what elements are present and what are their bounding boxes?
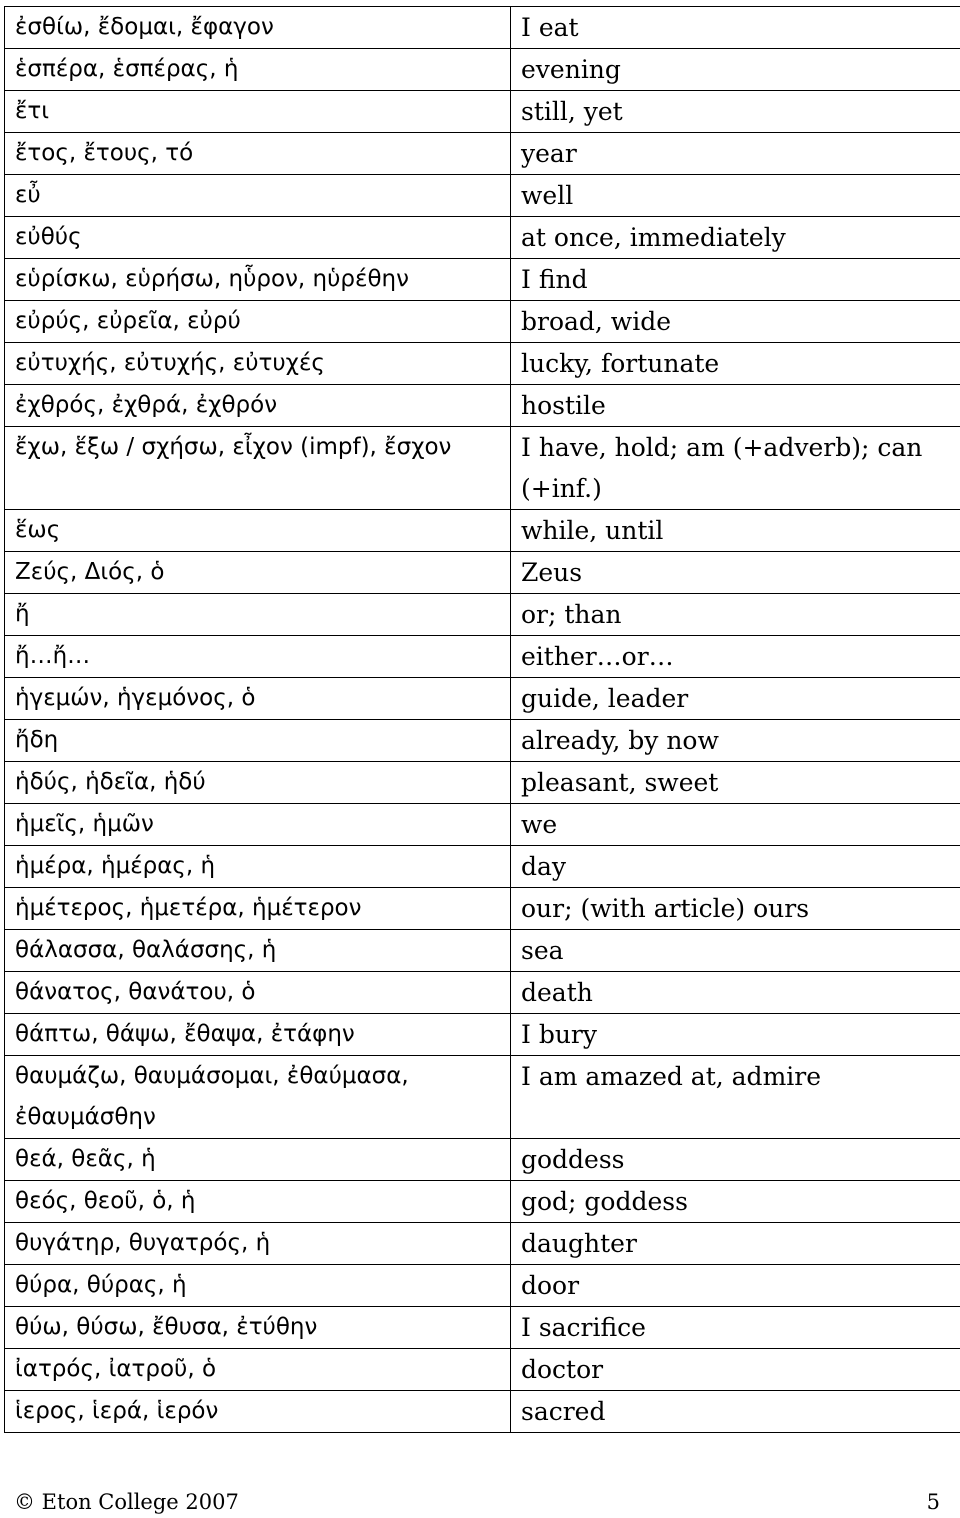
english-meaning: daughter — [511, 1223, 960, 1265]
vocabulary-row — [5, 1391, 960, 1433]
english-meaning: I eat — [511, 7, 960, 49]
greek-term: εὐρύς, εὐρεῖα, εὐρύ — [5, 301, 511, 343]
greek-term: ἤ…ἤ… — [5, 636, 511, 678]
greek-term: ἔτι — [5, 91, 511, 133]
english-meaning: lucky, fortunate — [511, 343, 960, 385]
english-meaning: god; goddess — [511, 1181, 960, 1223]
greek-term: ἔτος, ἔτους, τό — [5, 133, 511, 175]
greek-term: ἡγεμών, ἡγεμόνος, ὁ — [5, 678, 511, 720]
english-meaning: I am amazed at, admire — [511, 1056, 960, 1139]
greek-term: ἕως — [5, 510, 511, 552]
english-meaning: well — [511, 175, 960, 217]
greek-term: θαυμάζω, θαυμάσομαι, ἐθαύμασα, ἐθαυμάσθην — [5, 1056, 511, 1139]
vocabulary-row — [5, 217, 960, 259]
vocabulary-row — [5, 259, 960, 301]
greek-term: ἐχθρός, ἐχθρά, ἐχθρόν — [5, 385, 511, 427]
english-meaning: hostile — [511, 385, 960, 427]
greek-term: εὖ — [5, 175, 511, 217]
vocabulary-row — [5, 804, 960, 846]
vocabulary-row — [5, 1307, 960, 1349]
greek-term: θεός, θεοῦ, ὁ, ἡ — [5, 1181, 511, 1223]
vocabulary-row — [5, 846, 960, 888]
english-meaning: pleasant, sweet — [511, 762, 960, 804]
vocabulary-row — [5, 175, 960, 217]
vocabulary-row — [5, 1349, 960, 1391]
greek-term: εὑρίσκω, εὑρήσω, ηὗρον, ηὑρέθην — [5, 259, 511, 301]
vocabulary-row — [5, 930, 960, 972]
vocabulary-row — [5, 762, 960, 804]
greek-term: ἐσθίω, ἔδομαι, ἔφαγον — [5, 7, 511, 49]
vocabulary-row — [5, 888, 960, 930]
greek-term: Ζεύς, Διός, ὁ — [5, 552, 511, 594]
vocabulary-row — [5, 1014, 960, 1056]
greek-term: θεά, θεᾶς, ἡ — [5, 1139, 511, 1181]
english-meaning: goddess — [511, 1139, 960, 1181]
copyright-notice: © Eton College 2007 — [14, 1488, 239, 1516]
vocabulary-row — [5, 301, 960, 343]
english-meaning: door — [511, 1265, 960, 1307]
english-meaning: Zeus — [511, 552, 960, 594]
english-meaning: doctor — [511, 1349, 960, 1391]
greek-term: ἡμεῖς, ἡμῶν — [5, 804, 511, 846]
greek-term: ἱερος, ἱερά, ἱερόν — [5, 1391, 511, 1433]
greek-term: θυγάτηρ, θυγατρός, ἡ — [5, 1223, 511, 1265]
vocabulary-row — [5, 678, 960, 720]
vocabulary-row — [5, 385, 960, 427]
vocabulary-row — [5, 1181, 960, 1223]
english-meaning: while, until — [511, 510, 960, 552]
greek-term: ἤδη — [5, 720, 511, 762]
english-meaning: either…or… — [511, 636, 960, 678]
vocabulary-row — [5, 91, 960, 133]
vocabulary-table-body — [5, 7, 960, 1433]
english-meaning: day — [511, 846, 960, 888]
english-meaning: I find — [511, 259, 960, 301]
greek-term: ἰατρός, ἰατροῦ, ὁ — [5, 1349, 511, 1391]
english-meaning: still, yet — [511, 91, 960, 133]
vocabulary-row — [5, 636, 960, 678]
greek-term: θύρα, θύρας, ἡ — [5, 1265, 511, 1307]
english-meaning: guide, leader — [511, 678, 960, 720]
vocabulary-row — [5, 1223, 960, 1265]
english-meaning: year — [511, 133, 960, 175]
greek-term: εὐτυχής, εὐτυχής, εὐτυχές — [5, 343, 511, 385]
greek-term: θάπτω, θάψω, ἔθαψα, ἐτάφην — [5, 1014, 511, 1056]
english-meaning: I have, hold; am (+adverb); can (+inf.) — [511, 427, 960, 510]
english-meaning: our; (with article) ours — [511, 888, 960, 930]
greek-term: ἡμέτερος, ἡμετέρα, ἡμέτερον — [5, 888, 511, 930]
greek-term: ἤ — [5, 594, 511, 636]
vocabulary-row — [5, 594, 960, 636]
vocabulary-row — [5, 1265, 960, 1307]
vocabulary-row — [5, 343, 960, 385]
vocabulary-row — [5, 49, 960, 91]
vocabulary-row — [5, 1139, 960, 1181]
english-meaning: or; than — [511, 594, 960, 636]
page-footer — [14, 1488, 940, 1518]
greek-term: θάνατος, θανάτου, ὁ — [5, 972, 511, 1014]
greek-term: ἡμέρα, ἡμέρας, ἡ — [5, 846, 511, 888]
greek-term: ἑσπέρα, ἑσπέρας, ἡ — [5, 49, 511, 91]
page-number: 5 — [927, 1488, 940, 1516]
english-meaning: I sacrifice — [511, 1307, 960, 1349]
vocabulary-row — [5, 972, 960, 1014]
english-meaning: already, by now — [511, 720, 960, 762]
vocabulary-row — [5, 552, 960, 594]
vocabulary-row — [5, 1056, 960, 1139]
vocabulary-table — [4, 6, 960, 1433]
greek-term: θάλασσα, θαλάσσης, ἡ — [5, 930, 511, 972]
vocabulary-row — [5, 427, 960, 510]
english-meaning: we — [511, 804, 960, 846]
english-meaning: I bury — [511, 1014, 960, 1056]
english-meaning: broad, wide — [511, 301, 960, 343]
english-meaning: death — [511, 972, 960, 1014]
greek-term: ἔχω, ἕξω / σχήσω, εἶχον (impf), ἔσχον — [5, 427, 511, 510]
vocabulary-row — [5, 7, 960, 49]
vocabulary-row — [5, 510, 960, 552]
greek-term: ἡδύς, ἡδεῖα, ἡδύ — [5, 762, 511, 804]
english-meaning: sacred — [511, 1391, 960, 1433]
english-meaning: at once, immediately — [511, 217, 960, 259]
vocabulary-row — [5, 133, 960, 175]
english-meaning: evening — [511, 49, 960, 91]
vocabulary-row — [5, 720, 960, 762]
greek-term: θύω, θύσω, ἔθυσα, ἐτύθην — [5, 1307, 511, 1349]
english-meaning: sea — [511, 930, 960, 972]
greek-term: εὐθύς — [5, 217, 511, 259]
